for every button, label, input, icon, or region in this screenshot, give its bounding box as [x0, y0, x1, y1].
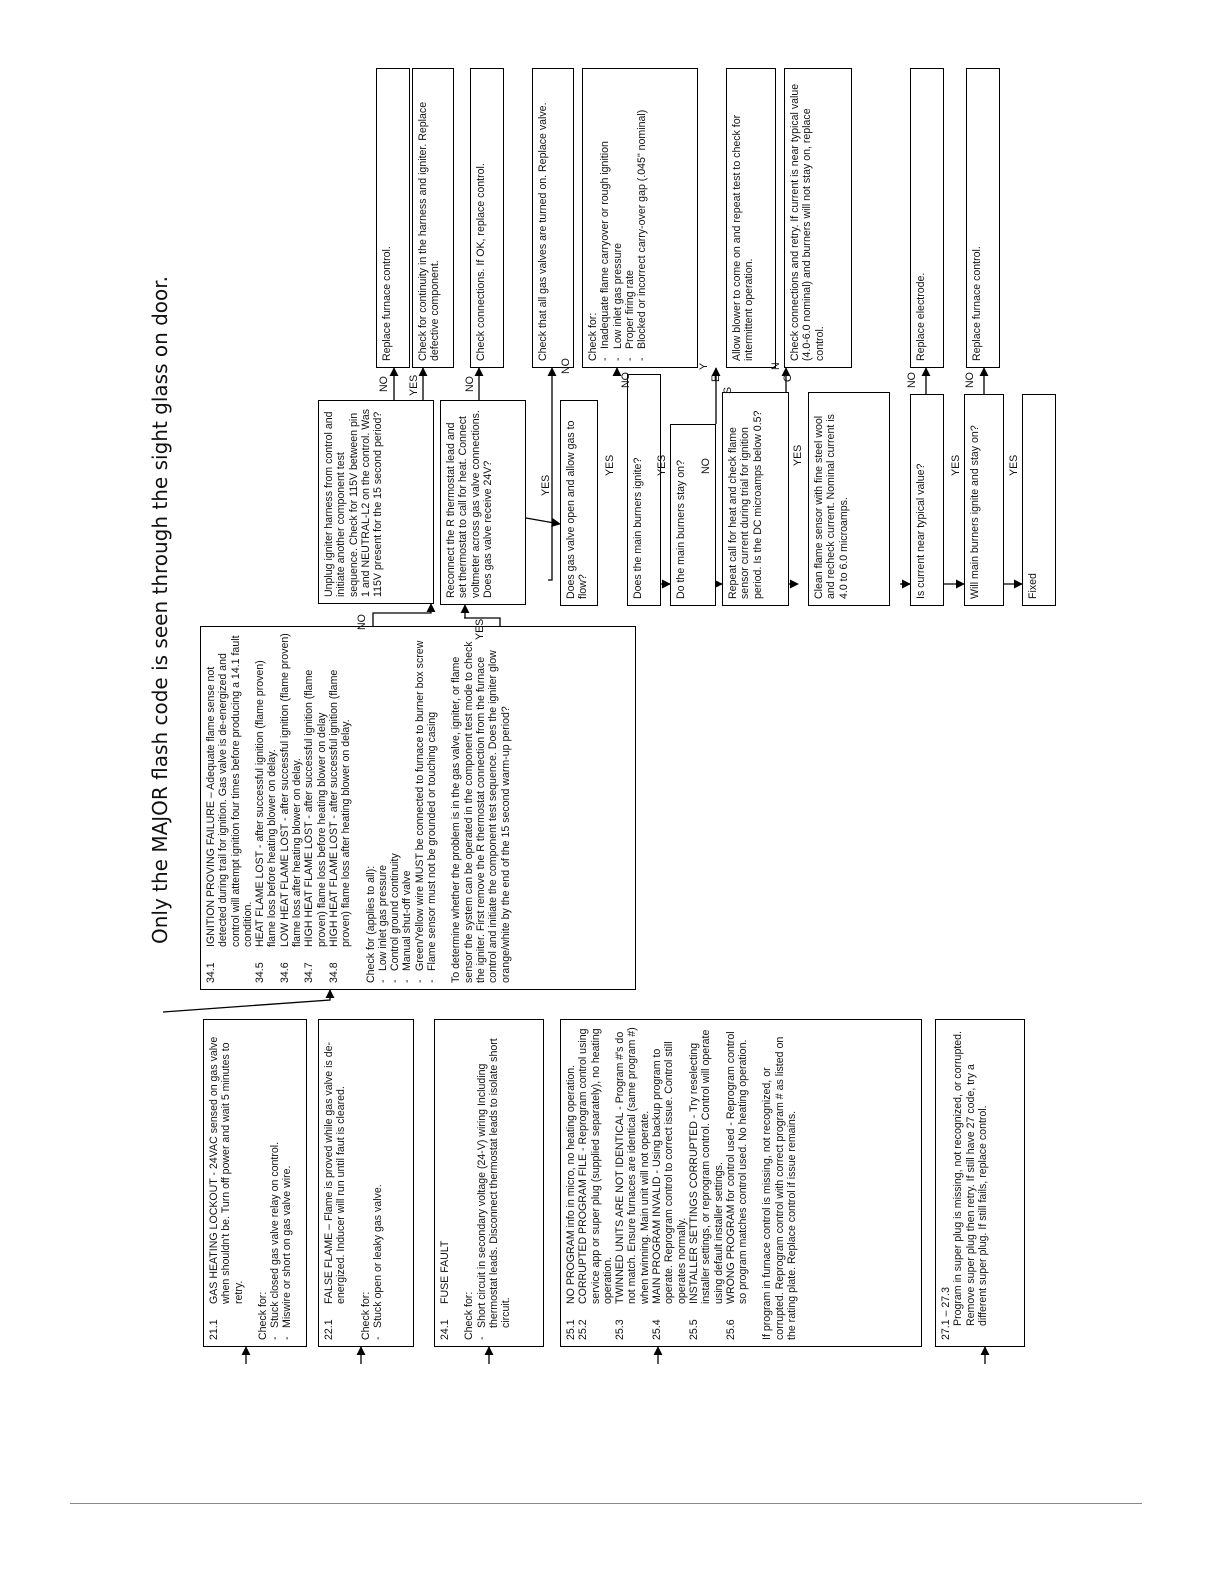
check-item: - Stuck closed gas valve relay on control. [269, 1141, 282, 1340]
y-label: Y [698, 362, 710, 370]
check-label: Check for: [359, 1291, 372, 1340]
clean-sensor-box [808, 392, 890, 606]
yes-label: YES [656, 454, 668, 476]
check-label: Check for: [256, 1291, 269, 1340]
action-text: Check for continuity in the harness and igniter. Replace defective component. [417, 101, 442, 361]
question-text: Unplug igniter harness from control and initiate another component test sequence. Check for 115V between pin 1 and NEUTRAL-L2 on the control. Was 115V present for the 15 second period? [323, 408, 385, 597]
no-label: NO [356, 614, 368, 630]
check-label: Check for: [463, 1291, 476, 1340]
fault-text: TWINNED UNITS ARE NOT IDENTICAL - Program #'s do not match. Ensure furnaces are identical (same program #) when twinning. Main unit will not operate. [614, 1027, 651, 1304]
fault-text: GAS HEATING LOCKOUT - 24VAC sensed on gas valve when shouldn't be. Turn off power and wait 5 minutes to retry. [208, 1036, 245, 1304]
check-item: - Manual shut-off valve [401, 870, 414, 983]
no-label: NO [700, 458, 712, 474]
action-text: Check connections and retry. If current is near typical value (4.0-6.0 nominal) and burners will not stay on, replace control. [789, 83, 826, 361]
will-ignite-box [964, 394, 1004, 606]
fault-code: 22.1 [323, 1319, 335, 1340]
check-item: - Flame sensor must not be grounded or touching casing [426, 711, 439, 983]
question-text: Is current near typical value? [915, 463, 927, 599]
fault-text: HEAT FLAME LOST - after successful ignition (flame proven) flame loss before heating blower on delay. [254, 660, 279, 947]
fault-entry [279, 633, 304, 983]
yes-label: YES [474, 618, 486, 640]
fault-text: IGNITION PROVING FAILURE – Adequate flame sense not detected during trail for ignition. Gas valve is de-energized and control will attempt ignition four times before producing a 14.1 fault condition. [205, 635, 254, 947]
fault-entry [725, 1026, 750, 1340]
yes-label: YES [604, 454, 616, 476]
fault-text: WRONG PROGRAM for control used - Reprogram control so program matches control used. No heating operation. [724, 1031, 750, 1304]
fault-text: Program in super plug is missing, not recognized, or corrupted. Remove super plug then retry. If still have 27 code, try a different super plug. If still fails, replace control. [952, 1030, 989, 1326]
no-label: NO [620, 372, 632, 388]
ignition-question: To determine whether the problem is in the gas valve, igniter, or flame sensor the system can be operated in the component test mode to check the igniter. First remove the R thermostat connection from the furnace control and initiate the component test sequence. Does the igniter glow orange/white by the end of the 15 second warm-up period? [450, 641, 512, 983]
repeat-call-box [722, 392, 789, 606]
fault-text: MAIN PROGRAM INVALID - Using backup program to operate. Reprogram control to correct issue. Control still operates normally. [651, 1041, 688, 1304]
fault-text: HIGH HEAT FLAME LOST - after successful ignition (flame proven) flame loss before heating blower on delay [303, 669, 328, 947]
check-retry-box [784, 68, 852, 368]
fault-entry [303, 633, 328, 983]
fault-entry [688, 1026, 725, 1340]
fault-code: 24.1 [439, 1319, 451, 1340]
fault-text: FUSE FAULT [439, 1240, 451, 1304]
fault-entry [614, 1026, 651, 1340]
question-text: Reconnect the R thermostat lead and set thermostat to call for heat. Connect voltmeter across gas valve connections. Does gas valve receive 24V? [445, 410, 494, 598]
fault-code: 27.1 – 27.3 [940, 1286, 952, 1340]
fault-text: CORRUPTED PROGRAM FILE - Reprogram control using service app or super plug (supplied separately), no heating operation. [577, 1028, 614, 1304]
check-label: Check for (applies to all): [364, 865, 377, 983]
check-item: - Miswire or short on gas valve wire. [281, 1165, 294, 1340]
s-label: S [722, 386, 734, 394]
allow-blower-box [726, 68, 776, 368]
reconnect-thermostat-box [440, 400, 526, 605]
fault-text: NO PROGRAM info in micro, no heating operation. [565, 1064, 577, 1304]
fault-box-22 [318, 1019, 414, 1347]
fault-code: 34.1 [205, 962, 217, 983]
action-text: Check connections. If OK, replace control. [475, 163, 487, 361]
yes-label: YES [408, 374, 420, 396]
fault-code: 25.1 [565, 1319, 577, 1340]
unplug-igniter-box [318, 400, 434, 604]
fault-code: 25.5 [687, 1319, 700, 1340]
check-item: - Blocked or incorrect carry-over gap (.045" nominal) [636, 109, 649, 361]
question-text: Clean flame sensor with fine steel wool and recheck current. Nominal current is 4.0 to 6.0 microamps. [813, 414, 850, 599]
n-label: N [770, 362, 782, 370]
check-item: - Proper firing rate [623, 270, 636, 361]
check-item: - Green/Yellow wire MUST be connected to furnace to burner box screw [413, 640, 426, 983]
fault-code: 34.5 [254, 962, 267, 983]
footer-rule [70, 1503, 1142, 1504]
action-text: Allow blower to come on and repeat test to check for intermittent operation. [731, 114, 756, 361]
fault-code: 34.7 [303, 962, 316, 983]
no-label: NO [964, 372, 976, 388]
no-label: NO [906, 372, 918, 388]
check-gas-valves-box [532, 68, 574, 368]
replace-electrode-box [910, 68, 944, 368]
fault-note: If program in furnace control is missing, not recognized, or corrupted. Reprogram control with correct program # as listed on the rating plate. Replace control if issue remains. [761, 1036, 799, 1340]
fault-entry [208, 1026, 245, 1340]
fault-entry [328, 633, 353, 983]
fault-entry [439, 1026, 451, 1340]
action-text: Replace electrode. [915, 272, 927, 361]
fault-entry [565, 1026, 577, 1340]
yes-label: YES [950, 454, 962, 476]
yes-label: YES [540, 474, 552, 496]
current-typical-box [910, 394, 944, 606]
fixed-box [1022, 394, 1056, 606]
fault-code: 34.6 [278, 962, 291, 983]
fault-code: 25.3 [614, 1319, 627, 1340]
check-for-box [582, 68, 698, 368]
check-item: - Inadequate flame carryover or rough ignition [599, 141, 612, 361]
action-text: Check that all gas valves are turned on. Replace valve. [537, 102, 549, 361]
fault-entry [651, 1026, 688, 1340]
no-label: NO [378, 376, 390, 392]
fault-box-27 [935, 1019, 1025, 1347]
question-text: Does the main burners ignite? [632, 457, 644, 599]
fault-entry [254, 633, 279, 983]
check-item: - Control ground continuity [389, 853, 402, 983]
action-text: Replace furnace control. [381, 246, 393, 361]
question-text: Will main burners ignite and stay on? [969, 425, 981, 599]
question-text: Does gas valve open and allow gas to flow? [565, 420, 590, 599]
fault-entry [323, 1026, 348, 1340]
fault-text: HIGH HEAT FLAME LOST - after successful ignition (flame proven) flame loss after heating blower on delay. [327, 669, 353, 947]
fault-code: 21.1 [208, 1319, 220, 1340]
check-item: - Short circuit in secondary voltage (24-V) wiring Including thermostat leads. Disconnect thermostat leads to isolate short circuit. [475, 1038, 513, 1340]
check-item: - Low inlet gas pressure [376, 865, 389, 983]
replace-control-box-2 [966, 68, 1000, 368]
yes-label: YES [1008, 454, 1020, 476]
burners-stay-box [670, 424, 716, 606]
fault-text: FALSE FLAME – Flame is proved while gas valve is de-energized. Inducer will run until faut is cleared. [323, 1041, 348, 1304]
fault-box-21 [203, 1019, 307, 1347]
fault-text: INSTALLER SETTINGS CORRUPTED - Try reselecting installer settings, or reprogram control. Control will operate using default installer settings. [687, 1029, 725, 1304]
fault-entry [577, 1026, 614, 1340]
no-label: NO [560, 358, 572, 374]
question-text: Fixed [1027, 573, 1039, 599]
e-label: E [710, 374, 722, 382]
fault-code: 25.4 [651, 1319, 664, 1340]
page-title: Only the MAJOR flash code is seen through the sight glass on door. [148, 275, 172, 944]
check-item: - Low inlet gas pressure [611, 243, 624, 361]
fault-code: 25.2 [577, 1319, 590, 1340]
check-item: - Stuck open or leaky gas valve. [371, 1184, 384, 1340]
check-label: Check for: [587, 312, 599, 361]
burners-ignite-box [627, 374, 661, 606]
fault-box-25 [560, 1019, 922, 1347]
o-label: O [782, 373, 794, 382]
fault-box-24 [434, 1019, 544, 1347]
fault-entry [205, 633, 254, 983]
gas-valve-open-box [560, 400, 598, 606]
check-continuity-box [412, 68, 454, 368]
yes-label: YES [792, 444, 804, 466]
action-text: Replace furnace control. [971, 246, 983, 361]
question-text: Repeat call for heat and check flame sensor current during trial for ignition period. Is the DC microamps below 0.5? [727, 410, 764, 599]
ignition-proving-box [200, 626, 636, 990]
no-label: NO [464, 376, 476, 392]
question-text: Do the main burners stay on? [675, 460, 687, 599]
check-connections-box [470, 68, 504, 368]
replace-control-box-1 [376, 68, 410, 368]
fault-code: 34.8 [327, 962, 340, 983]
fault-code: 25.6 [724, 1319, 737, 1340]
fault-text: LOW HEAT FLAME LOST - after successful ignition (flame proven) flame loss after heating blower on delay. [278, 633, 304, 947]
